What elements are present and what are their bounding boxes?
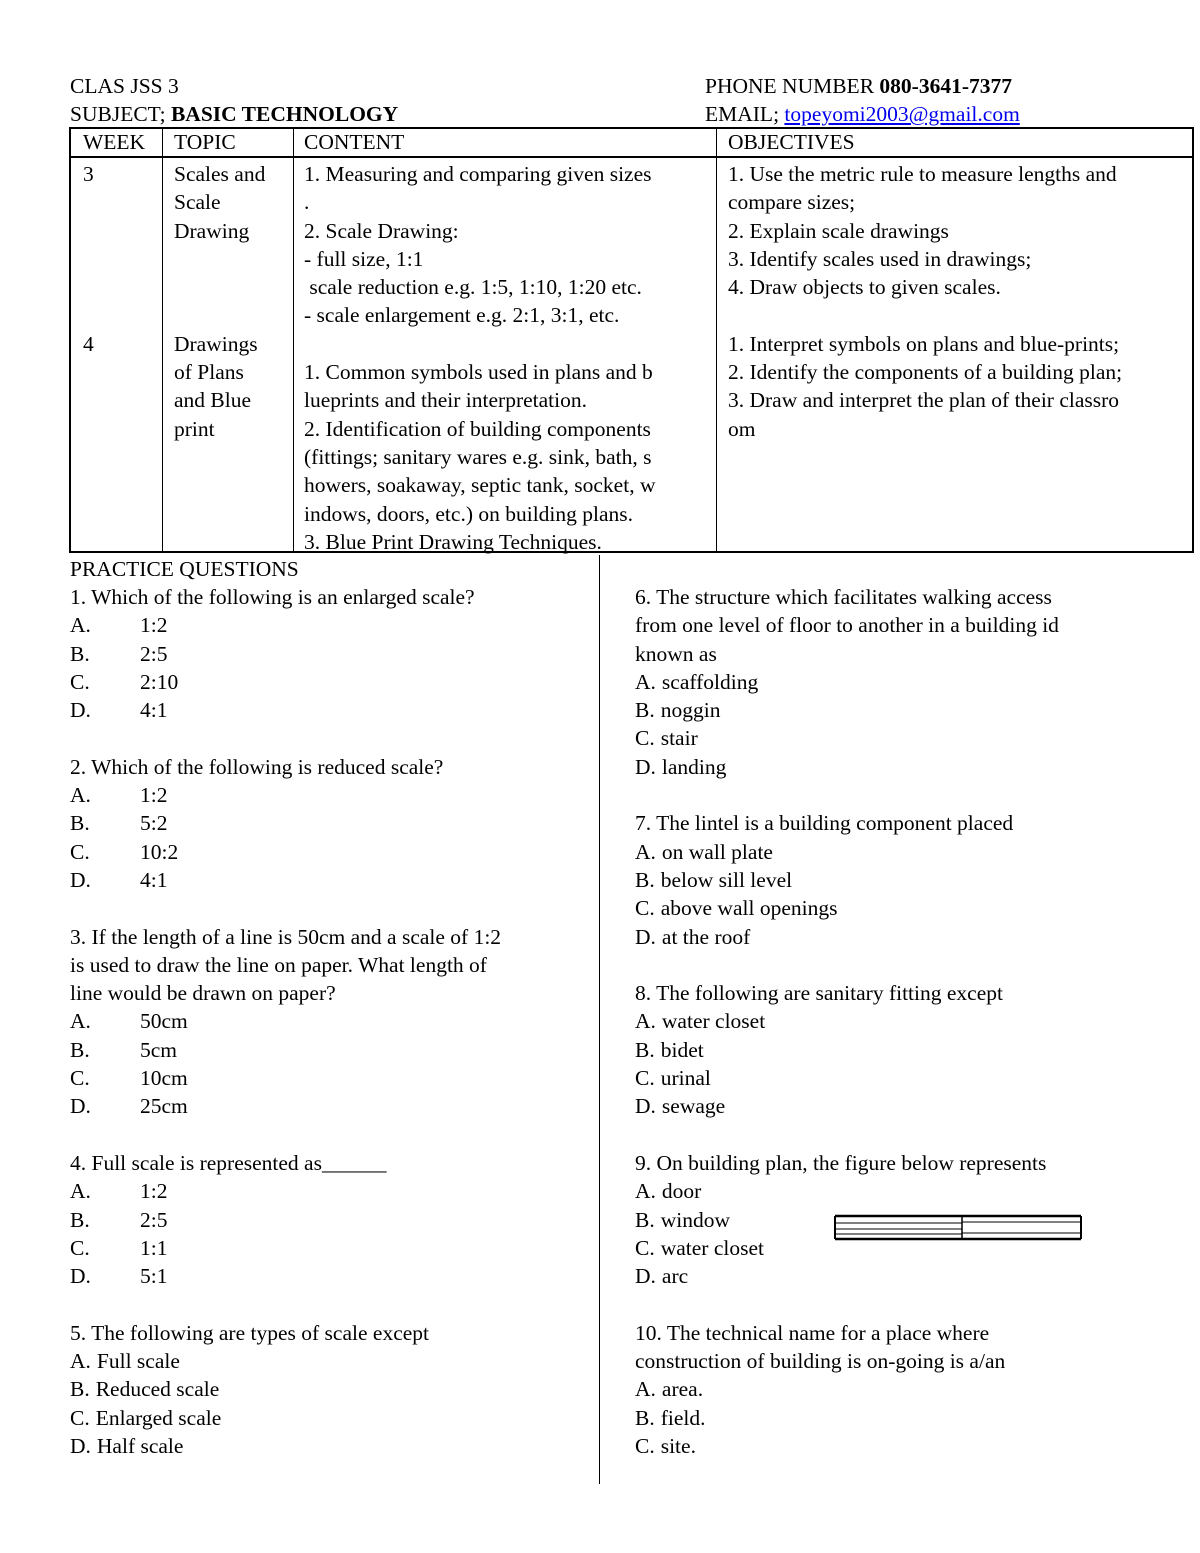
table-cell-line [174, 301, 265, 329]
option-text: 1:2 [140, 613, 168, 638]
option-letter: C. [70, 669, 90, 694]
answer-option[interactable] [70, 838, 590, 866]
question-stem: from one level of floor to another in a building id [635, 613, 1059, 638]
option-text: 5:1 [140, 1264, 168, 1289]
option-letter: C. [70, 1235, 90, 1260]
answer-option[interactable] [70, 1404, 590, 1432]
column-divider [599, 555, 600, 1484]
answer-option[interactable] [70, 1177, 590, 1205]
table-cell-line: - full size, 1:1 [304, 246, 424, 271]
header-week: WEEK [83, 130, 146, 154]
option-letter: A. [70, 783, 91, 808]
option-text: urinal [660, 1066, 711, 1091]
option-text: 1:2 [140, 1179, 168, 1204]
option-text: sewage [661, 1094, 726, 1119]
option-text: 50cm [140, 1009, 188, 1034]
table-cell-line: 1. Use the metric rule to measure lengths and [728, 162, 1117, 186]
header-topic: TOPIC [174, 130, 236, 154]
answer-option[interactable] [635, 1007, 1175, 1035]
option-letter: C. [635, 1066, 655, 1091]
option-letter: B. [635, 698, 655, 723]
option-letter: D. [70, 1433, 91, 1458]
option-letter: A. [70, 1179, 91, 1204]
table-cell-line: 2. Scale Drawing: [304, 218, 459, 243]
question-stem: 8. The following are sanitary fitting except [635, 981, 1003, 1006]
table-cell-line: 2. Identification of building components [304, 416, 651, 441]
question-block [635, 583, 1175, 781]
option-text: 5:2 [140, 811, 168, 836]
option-letter: A. [70, 613, 91, 638]
question-stem: 4. Full scale is represented as______ [70, 1150, 387, 1175]
table-cell-line: 1. Interpret symbols on plans and blue-prints; [728, 331, 1120, 356]
question-stem: 5. The following are types of scale except [70, 1320, 430, 1345]
option-letter: C. [635, 896, 655, 921]
table-cell-line: 1. Common symbols used in plans and b [304, 360, 653, 385]
table-cell-line: scale reduction e.g. 1:5, 1:10, 1:20 etc. [304, 275, 642, 300]
option-text: 2:10 [140, 669, 179, 694]
table-divider [293, 129, 294, 551]
table-cell-line: indows, doors, etc.) on building plans. [304, 501, 634, 526]
phone-line: PHONE NUMBER 080-3641-7377 [705, 74, 1012, 98]
option-letter: C. [70, 1066, 90, 1091]
answer-option[interactable] [635, 1375, 1175, 1403]
scheme-table [69, 127, 1194, 553]
question-stem: 2. Which of the following is reduced scale? [70, 754, 444, 779]
table-cell-line [83, 301, 94, 329]
answer-option[interactable] [635, 668, 1175, 696]
header-left [70, 72, 398, 129]
answer-option[interactable] [635, 1092, 1175, 1120]
table-cell-line: 4. Draw objects to given scales. [728, 275, 1001, 300]
option-letter: B. [635, 867, 655, 892]
question-stem: line would be drawn on paper? [70, 981, 336, 1006]
option-letter: C. [635, 1433, 655, 1458]
option-letter: C. [635, 726, 655, 751]
option-letter: D. [70, 867, 91, 892]
option-letter: A. [635, 669, 656, 694]
answer-option[interactable] [635, 866, 1175, 894]
table-divider [162, 129, 163, 551]
question-stem: is used to draw the line on paper. What length of [70, 952, 487, 977]
option-text: bidet [660, 1037, 704, 1062]
question-stem: construction of building is on-going is a/an [635, 1349, 1006, 1374]
question-block [70, 753, 590, 894]
question-stem: 3. If the length of a line is 50cm and a scale of 1:2 [70, 924, 502, 949]
option-text: field. [660, 1405, 706, 1430]
option-letter: C. [70, 1405, 90, 1430]
answer-option[interactable] [635, 894, 1175, 922]
option-letter: C. [70, 839, 90, 864]
answer-option[interactable] [70, 1432, 590, 1460]
email-link[interactable]: topeyomi2003@gmail.com [784, 102, 1020, 127]
questions-right-column [635, 583, 1175, 1489]
subject-line: SUBJECT; BASIC TECHNOLOGY [70, 102, 399, 127]
option-text: below sill level [660, 867, 793, 892]
week-column [83, 160, 94, 358]
option-text: at the roof [661, 924, 751, 949]
answer-option[interactable] [635, 1404, 1175, 1432]
answer-option[interactable] [70, 866, 590, 894]
answer-option[interactable] [635, 753, 1175, 781]
table-cell-line: Scales and [174, 162, 266, 186]
option-text: above wall openings [660, 896, 838, 921]
table-cell-line [83, 273, 94, 301]
option-text: 2:5 [140, 641, 168, 666]
content-column [304, 160, 655, 556]
option-text: 5cm [140, 1037, 178, 1062]
answer-option[interactable] [635, 1432, 1175, 1460]
table-cell-line: of Plans [174, 360, 244, 385]
question-stem: 7. The lintel is a building component placed [635, 811, 1014, 836]
answer-option[interactable] [70, 1375, 590, 1403]
header-objectives: OBJECTIVES [728, 130, 855, 154]
option-letter: B. [70, 1037, 90, 1062]
answer-option[interactable] [70, 1347, 590, 1375]
answer-option[interactable] [635, 1177, 1175, 1205]
class-line: CLAS JSS 3 [70, 74, 179, 98]
option-text: water closet [661, 1009, 766, 1034]
table-cell-line: lueprints and their interpretation. [304, 388, 587, 413]
option-letter: C. [635, 1235, 655, 1260]
option-letter: B. [70, 811, 90, 836]
table-cell-line: howers, soakaway, septic tank, socket, w [304, 473, 656, 498]
table-cell-line: 2. Identify the components of a building plan; [728, 360, 1123, 385]
answer-option[interactable] [70, 1007, 590, 1035]
option-text: scaffolding [661, 669, 759, 694]
table-cell-line: 3 [83, 162, 94, 186]
option-text: noggin [660, 698, 721, 723]
option-text: 4:1 [140, 698, 168, 723]
subject-name: BASIC TECHNOLOGY [170, 102, 399, 127]
table-cell-line [174, 245, 265, 273]
table-cell-line: 3. Blue Print Drawing Techniques. [304, 529, 602, 554]
answer-option[interactable] [70, 668, 590, 696]
email-line: EMAIL; topeyomi2003@gmail.com [705, 102, 1020, 127]
objectives-column [728, 160, 1122, 443]
option-letter: A. [635, 1179, 656, 1204]
answer-option[interactable] [635, 724, 1175, 752]
answer-option[interactable] [635, 1262, 1175, 1290]
answer-option[interactable] [70, 1206, 590, 1234]
option-text: 10:2 [140, 839, 179, 864]
question-block [70, 1149, 590, 1290]
table-cell-line: 3. Identify scales used in drawings; [728, 246, 1032, 271]
option-text: arc [661, 1264, 689, 1289]
door-symbol-figure [834, 1214, 1084, 1244]
answer-option[interactable] [70, 1092, 590, 1120]
option-letter: D. [635, 754, 656, 779]
table-cell-line: Scale [174, 190, 221, 215]
table-cell-line: 4 [83, 331, 94, 356]
option-letter: D. [70, 698, 91, 723]
option-text: site. [660, 1433, 696, 1458]
option-text: 1:1 [140, 1235, 168, 1260]
answer-option[interactable] [635, 1036, 1175, 1064]
table-cell-line [83, 217, 94, 245]
table-divider [716, 129, 717, 551]
question-stem: 1. Which of the following is an enlarged scale? [70, 585, 475, 609]
option-text: water closet [660, 1235, 764, 1260]
option-text: Reduced scale [95, 1377, 220, 1402]
option-letter: A. [635, 1377, 656, 1402]
table-cell-line [304, 330, 655, 358]
question-block [70, 1319, 590, 1460]
practice-heading: PRACTICE QUESTIONS [70, 557, 299, 581]
answer-option[interactable] [70, 1262, 590, 1290]
option-text: 25cm [140, 1094, 188, 1119]
option-letter: B. [635, 1037, 655, 1062]
option-text: 1:2 [140, 783, 168, 808]
question-block [635, 809, 1175, 950]
option-letter: A. [635, 1009, 656, 1034]
table-cell-line [174, 273, 265, 301]
answer-option[interactable] [70, 1036, 590, 1064]
table-cell-line [83, 188, 94, 216]
answer-option[interactable] [70, 696, 590, 724]
table-cell-line: Drawings [174, 331, 258, 356]
option-text: stair [660, 726, 698, 751]
option-text: 10cm [140, 1066, 188, 1091]
table-cell-line [83, 245, 94, 273]
answer-option[interactable] [70, 1064, 590, 1092]
header-right [705, 72, 1020, 129]
table-cell-line: print [174, 416, 215, 441]
answer-option[interactable] [70, 781, 590, 809]
question-stem: known as [635, 641, 717, 666]
option-letter: A. [70, 1009, 91, 1034]
answer-option[interactable] [70, 640, 590, 668]
question-block [635, 1319, 1175, 1460]
table-cell-line: . [304, 190, 310, 215]
option-letter: D. [635, 1264, 656, 1289]
option-text: Half scale [96, 1433, 184, 1458]
answer-option[interactable] [635, 1064, 1175, 1092]
answer-option[interactable] [70, 1234, 590, 1262]
option-letter: B. [635, 1207, 655, 1232]
table-cell-line: compare sizes; [728, 190, 856, 215]
question-block [635, 979, 1175, 1120]
table-cell-line: Drawing [174, 218, 250, 243]
table-cell-line: om [728, 416, 756, 441]
option-text: area. [661, 1377, 704, 1402]
option-text: landing [661, 754, 727, 779]
question-stem: 9. On building plan, the figure below represents [635, 1150, 1047, 1175]
header-content: CONTENT [304, 130, 405, 154]
table-cell-line: 2. Explain scale drawings [728, 218, 949, 243]
option-letter: D. [635, 924, 656, 949]
table-cell-line: and Blue [174, 388, 252, 413]
answer-option[interactable] [635, 838, 1175, 866]
table-cell-line [728, 301, 1122, 329]
table-header-rule [71, 156, 1192, 158]
option-letter: A. [70, 1349, 91, 1374]
option-letter: D. [635, 1094, 656, 1119]
questions-left-column [70, 583, 590, 1489]
table-cell-line: 3. Draw and interpret the plan of their classro [728, 388, 1120, 413]
option-text: door [661, 1179, 702, 1204]
topic-column [174, 160, 265, 443]
answer-option[interactable] [635, 696, 1175, 724]
option-text: Full scale [96, 1349, 180, 1374]
table-cell-line: - scale enlargement e.g. 2:1, 3:1, etc. [304, 303, 620, 328]
option-letter: B. [70, 1377, 90, 1402]
option-text: window [660, 1207, 730, 1232]
option-text: 2:5 [140, 1207, 168, 1232]
answer-option[interactable] [635, 923, 1175, 951]
option-letter: A. [635, 839, 656, 864]
table-cell-line: (fittings; sanitary wares e.g. sink, bath, s [304, 444, 652, 469]
option-letter: B. [635, 1405, 655, 1430]
option-text: 4:1 [140, 867, 168, 892]
answer-option[interactable] [70, 809, 590, 837]
question-stem: 6. The structure which facilitates walking access [635, 585, 1052, 609]
question-block [70, 923, 590, 1121]
option-letter: B. [70, 641, 90, 666]
question-block [70, 583, 590, 724]
option-text: on wall plate [661, 839, 773, 864]
table-cell-line: 1. Measuring and comparing given sizes [304, 162, 652, 186]
option-letter: B. [70, 1207, 90, 1232]
answer-option[interactable] [70, 611, 590, 639]
option-letter: D. [70, 1264, 91, 1289]
option-text: Enlarged scale [95, 1405, 222, 1430]
question-stem: 10. The technical name for a place where [635, 1320, 990, 1345]
phone-number: 080-3641-7377 [879, 74, 1012, 98]
option-letter: D. [70, 1094, 91, 1119]
